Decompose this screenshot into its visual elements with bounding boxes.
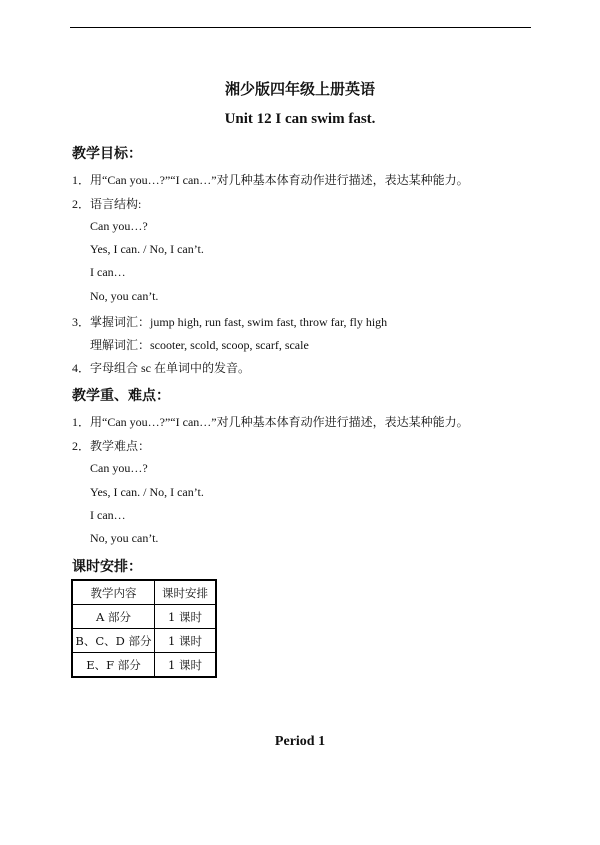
objective-item-3b: 理解词汇：scooter, scold, scoop, scarf, scale bbox=[90, 338, 309, 352]
objective-item-4: 4．字母组合 sc 在单词中的发音。 bbox=[72, 361, 250, 375]
keypoints-heading: 教学重、难点： bbox=[72, 388, 170, 404]
structure-line: I can… bbox=[90, 265, 126, 279]
table-cell: 1 课时 bbox=[155, 653, 217, 678]
header-rule bbox=[70, 27, 531, 28]
unit-subtitle: Unit 12 I can swim fast. bbox=[224, 111, 376, 127]
document-title: 湘少版四年级上册英语 bbox=[224, 80, 375, 98]
structure-line: No, you can’t. bbox=[90, 289, 159, 303]
keypoint-item-2: 2．教学难点： bbox=[72, 439, 151, 453]
table-cell: A 部分 bbox=[72, 605, 155, 629]
structure-line: I can… bbox=[90, 508, 126, 522]
table-cell: 1 课时 bbox=[155, 629, 217, 653]
schedule-table bbox=[71, 579, 217, 678]
structure-line: Can you…? bbox=[90, 219, 148, 233]
objective-item-2: 2．语言结构: bbox=[72, 197, 142, 211]
table-row bbox=[72, 653, 216, 678]
structure-line: No, you can’t. bbox=[90, 531, 159, 545]
structure-line: Can you…? bbox=[90, 461, 148, 475]
table-cell: B、C、D 部分 bbox=[72, 629, 155, 653]
table-header-cell: 教学内容 bbox=[72, 580, 155, 605]
table-header-cell: 课时安排 bbox=[155, 580, 217, 605]
objective-item-1: 1．用“Can you…?”“I can…”对几种基本体育动作进行描述，表达某种能力。 bbox=[72, 173, 469, 187]
table-row bbox=[72, 605, 216, 629]
structure-line: Yes, I can. / No, I can’t. bbox=[90, 242, 204, 256]
table-cell: E、F 部分 bbox=[72, 653, 155, 678]
objective-item-3: 3．掌握词汇：jump high, run fast, swim fast, throw far, fly high bbox=[72, 315, 388, 329]
period-heading: Period 1 bbox=[274, 734, 326, 749]
table-header-row bbox=[72, 580, 216, 605]
schedule-heading: 课时安排： bbox=[72, 559, 142, 575]
table-cell: 1 课时 bbox=[155, 605, 217, 629]
keypoint-item-1: 1．用“Can you…?”“I can…”对几种基本体育动作进行描述，表达某种能力。 bbox=[72, 415, 469, 429]
objectives-heading: 教学目标： bbox=[72, 146, 142, 162]
table-row bbox=[72, 629, 216, 653]
structure-line: Yes, I can. / No, I can’t. bbox=[90, 485, 204, 499]
